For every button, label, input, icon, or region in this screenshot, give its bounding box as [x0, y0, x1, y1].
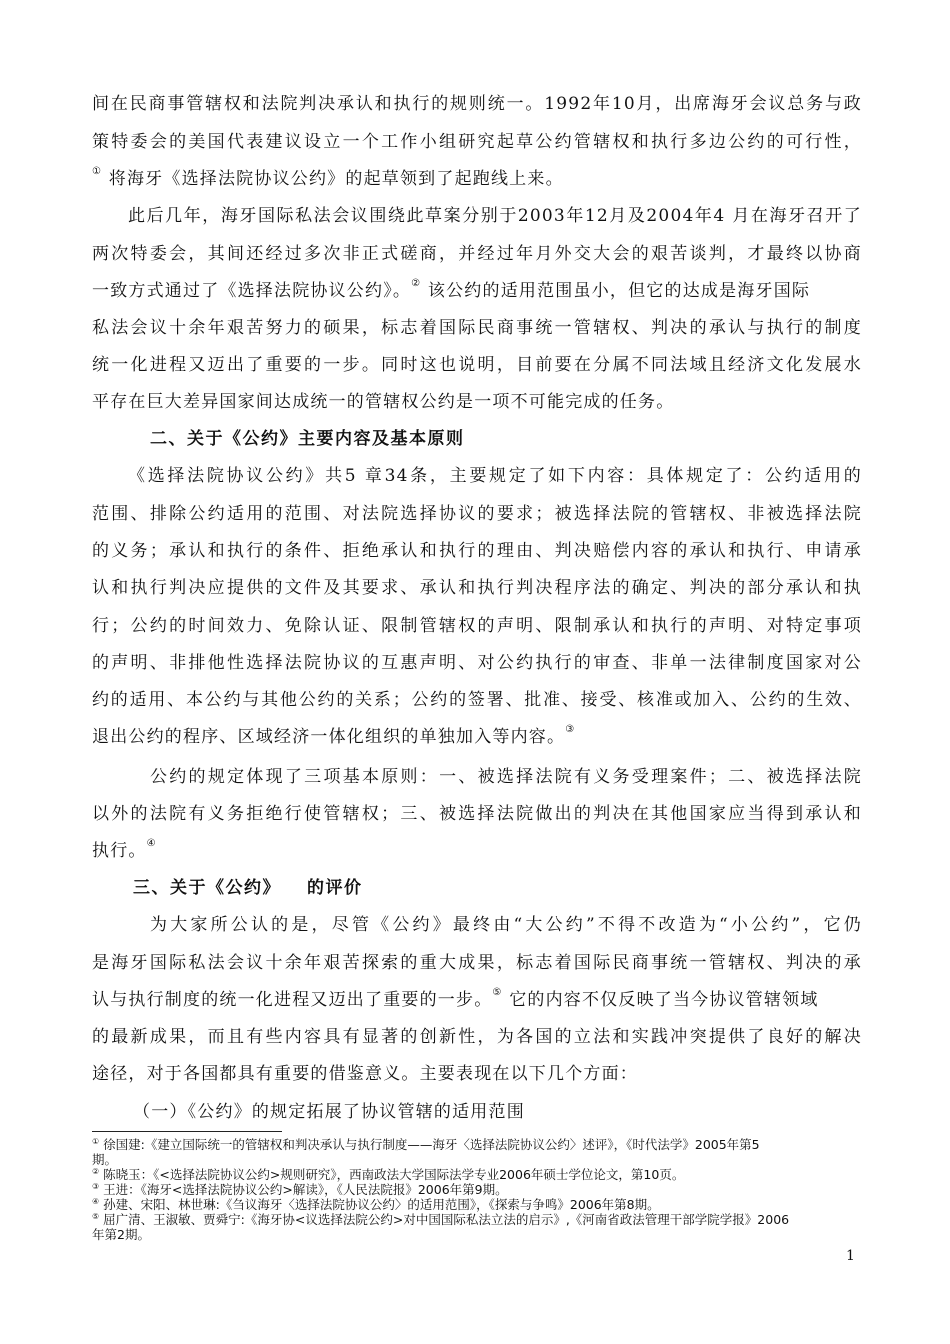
footnote-text: 王进：《海牙<选择法院协议公约>解读》，《人民法院报》2006年第9期。: [103, 1182, 508, 1197]
footnote-mark: ③: [92, 1182, 100, 1191]
body-line: 策特委会的美国代表建议设立一个工作小组研究起草公约管辖权和执行多边公约的可行性，: [92, 132, 862, 152]
body-line: [92, 839, 862, 863]
body-line: 私法会议十余年艰苦努力的硕果，标志着国际民商事统一管辖权、判决的承认与执行的制度: [92, 318, 862, 338]
body-line: 约的适用、本公约与其他公约的关系；公约的签署、批准、接受、核准或加入、公约的生效、: [92, 690, 862, 710]
body-line: 统一化进程又迈出了重要的一步。同时这也说明，目前要在分属不同法域且经济文化发展水: [92, 355, 862, 375]
body-line: 认和执行判决应提供的文件及其要求、承认和执行判决程序法的确定、判决的部分承认和执: [92, 578, 862, 598]
body-text: 它的内容不仅反映了当今协议管辖领域: [509, 990, 819, 1010]
heading-text: 的评价: [307, 878, 363, 898]
body-line: 为大家所公认的是，尽管《公约》最终由“大公约”不得不改造为“小公约”，它仍: [150, 915, 862, 935]
body-line: 行；公约的时间效力、免除认证、限制管辖权的声明、限制承认和执行的声明、对特定事项: [92, 616, 862, 636]
section-heading: [133, 876, 903, 900]
body-line: 两次特委会，其间还经过多次非正式磋商，并经过年月外交大会的艰苦谈判，才最终以协商: [92, 244, 862, 264]
body-line: 的声明、非排他性选择法院协议的互惠声明、对公约执行的审查、非单一法律制度国家对公: [92, 653, 862, 673]
body-line: 以外的法院有义务拒绝行使管辖权；三、被选择法院做出的判决在其他国家应当得到承认和: [92, 804, 862, 824]
footnote-mark: ④: [146, 838, 157, 849]
footnote-mark: ①: [92, 166, 103, 177]
footnote: [92, 1197, 867, 1212]
footnote: [92, 1182, 867, 1197]
footnote-mark: ⑤: [92, 1212, 100, 1221]
body-line: 《选择法院协议公约》共5 章34条，主要规定了如下内容：具体规定了：公约适用的: [128, 466, 862, 486]
footnote-separator: [92, 1131, 282, 1132]
body-line: 的义务；承认和执行的条件、拒绝承认和执行的理由、判决赔偿内容的承认和执行、申请承: [92, 541, 862, 561]
footnote-mark: ②: [411, 278, 422, 289]
body-text: 执行。: [92, 841, 147, 861]
body-line: 平存在巨大差异国家间达成统一的管辖权公约是一项不可能完成的任务。: [92, 392, 675, 412]
body-line: [92, 279, 862, 303]
body-text: 认与执行制度的统一化进程又迈出了重要的一步。: [92, 990, 493, 1010]
footnote-text: 徐国建:《建立国际统一的管辖权和判决承认与执行制度——海牙〈选择法院协议公约〉述评》，《时代法学》2005年第5: [103, 1137, 760, 1152]
footnote-mark: ②: [92, 1167, 100, 1176]
section-heading: 二、关于《公约》主要内容及基本原则: [150, 429, 465, 449]
body-line: 此后几年，海牙国际私法会议围绕此草案分别于2003年12月及2004年4 月在海牙召开了: [128, 206, 862, 226]
body-line: 的最新成果，而且有些内容具有显著的创新性，为各国的立法和实践冲突提供了良好的解决: [92, 1027, 862, 1047]
footnote-mark: ④: [92, 1197, 100, 1206]
footnote-text: 屈广清、王淑敏、贾舜宁:《海牙协<议选择法院公约>对中国国际私法立法的启示》,《河南省政法管理干部学院学报》2006: [103, 1212, 790, 1227]
footnote: [92, 1167, 867, 1182]
footnote-mark: ⑤: [492, 987, 503, 998]
footnote: 期。: [92, 1152, 118, 1167]
footnote: [92, 1137, 867, 1152]
footnote-text: 陈晓玉：《<选择法院协议公约>规则研究》，西南政法大学国际法学专业2006年硕士学位论文，第10页。: [103, 1167, 685, 1182]
body-line: 公约的规定体现了三项基本原则：一、被选择法院有义务受理案件；二、被选择法院: [150, 767, 862, 787]
body-text: 该公约的适用范围虽小，但它的达成是海牙国际: [427, 281, 811, 301]
heading-text: 三、关于《公约》: [133, 878, 281, 898]
footnote-mark: ①: [92, 1137, 100, 1146]
subsection-heading: （一）《公约》的规定拓展了协议管辖的适用范围: [133, 1102, 525, 1122]
body-line: [92, 988, 862, 1012]
footnote-text: 孙建、宋阳、林世琳:《刍议海牙〈选择法院协议公约〉的适用范围》，《探索与争鸣》2006年第8期。: [103, 1197, 660, 1212]
footnote-mark: ③: [565, 724, 576, 735]
body-line: 间在民商事管辖权和法院判决承认和执行的规则统一。1992年10月，出席海牙会议总务与政: [92, 94, 862, 114]
body-text: 退出公约的程序、区域经济一体化组织的单独加入等内容。: [92, 727, 566, 747]
body-line: 范围、排除公约适用的范围、对法院选择协议的要求；被选择法院的管辖权、非被选择法院: [92, 504, 862, 524]
body-line: 途径，对于各国都具有重要的借鉴意义。主要表现在以下几个方面：: [92, 1064, 638, 1084]
body-text: 一致方式通过了《选择法院协议公约》。: [92, 281, 412, 301]
body-text: 将海牙《选择法院协议公约》的起草领到了起跑线上来。: [108, 169, 564, 189]
page-number: 1: [846, 1248, 855, 1264]
body-line: [92, 167, 862, 191]
body-line: [92, 725, 862, 749]
footnote: [92, 1212, 867, 1227]
footnote: 年第2期。: [92, 1227, 150, 1242]
body-line: 是海牙国际私法会议十余年艰苦探索的重大成果，标志着国际民商事统一管辖权、判决的承: [92, 953, 862, 973]
